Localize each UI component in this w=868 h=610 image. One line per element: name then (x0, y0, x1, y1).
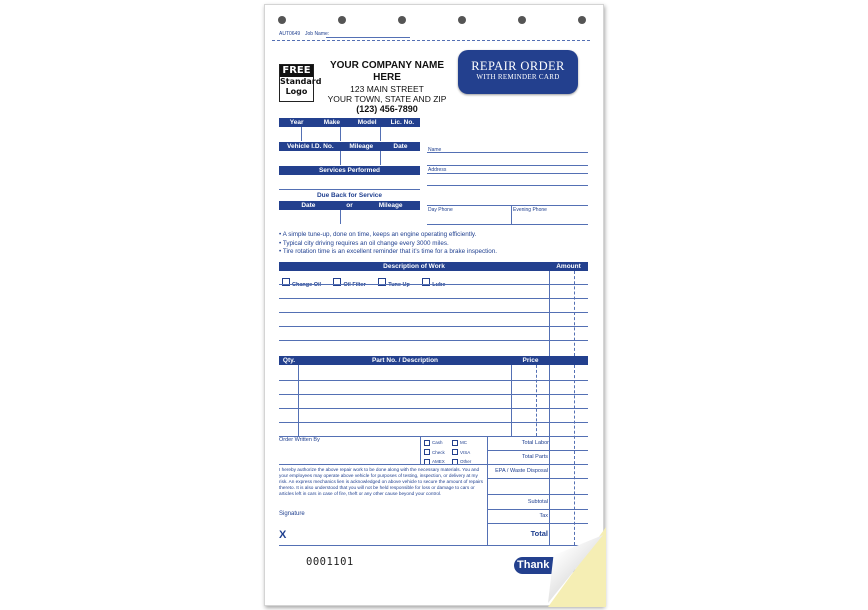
job-name-line (326, 37, 410, 38)
signature-x: X (279, 529, 287, 541)
grid-line (549, 365, 550, 545)
form-number: 0001101 (306, 556, 354, 568)
qty-label: Qty. (282, 357, 296, 364)
company-street: 123 MAIN STREET (350, 84, 424, 94)
check-checkbox[interactable] (424, 449, 430, 455)
other-label: Other (460, 459, 472, 464)
change-oil-label: Change Oil (292, 282, 322, 288)
total-labor-text: Total Labor (521, 440, 549, 446)
grid-line (279, 408, 588, 409)
grid-line (301, 127, 302, 141)
grid-line (279, 284, 588, 285)
grid-line (340, 210, 341, 224)
vehicle-header-row-2 (279, 142, 420, 151)
grid-line (487, 494, 588, 495)
epa-text: EPA / Waste Disposal (495, 468, 548, 474)
grid-line (380, 151, 381, 165)
name-label: Name (428, 147, 442, 153)
epa-label (488, 468, 548, 474)
services-performed-label: Services Performed (318, 167, 381, 174)
price-label: Price (522, 357, 539, 364)
services-performed-header (279, 166, 420, 175)
company-city: YOUR TOWN, STATE AND ZIP (327, 94, 447, 104)
grid-line (279, 436, 588, 437)
logo-line1: FREE (280, 65, 313, 77)
grid-line (511, 205, 512, 225)
due-date-col: Date (301, 202, 316, 209)
grid-line (279, 340, 588, 341)
amount-label: Amount (556, 263, 581, 270)
cash-checkbox[interactable] (424, 440, 430, 446)
col-mileage: Mileage (349, 143, 374, 150)
total-text: Total (530, 529, 548, 538)
grid-line (574, 365, 575, 545)
logo-line3: Logo (285, 87, 308, 96)
lube-label: Lube (432, 282, 446, 288)
grid-line (487, 464, 588, 465)
col-year: Year (289, 119, 304, 126)
total-labor-label (488, 440, 549, 446)
thanks-tab: Thank (514, 557, 576, 574)
grid-line (487, 478, 588, 479)
grid-line (279, 189, 420, 190)
parts-header-row (279, 356, 588, 365)
repair-order-badge (458, 50, 578, 94)
grid-line (279, 312, 588, 313)
due-back-label: Due Back for Service (316, 192, 383, 199)
grid-line (340, 151, 341, 165)
grid-line (340, 127, 341, 141)
punch-hole (398, 16, 406, 24)
work-header-row (279, 262, 588, 271)
grid-line (511, 365, 512, 436)
total-label (488, 529, 548, 538)
mc-label: MC (460, 440, 467, 445)
due-mileage-col: Mileage (378, 202, 403, 209)
company-name: YOUR COMPANY NAME HERE (329, 60, 445, 83)
grid-line (427, 165, 588, 166)
signature-label: Signature (279, 511, 305, 517)
tip-2: • Typical city driving requires an oil change every 3000 miles. (279, 239, 449, 247)
day-phone-label: Day Phone (428, 207, 453, 213)
tax-label (488, 513, 548, 519)
job-name-label: Job Name: (305, 31, 330, 37)
grid-line (279, 394, 588, 395)
mc-checkbox[interactable] (452, 440, 458, 446)
tax-text: Tax (539, 513, 548, 519)
logo-line2: Standard (280, 77, 322, 86)
tip-1: • A simple tune-up, done on time, keeps an engine operating efficiently. (279, 231, 477, 238)
visa-label: VISA (460, 449, 471, 455)
badge-subtitle: WITH REMINDER CARD (476, 73, 560, 81)
grid-line (279, 298, 588, 299)
col-vin: Vehicle I.D. No. (287, 143, 334, 150)
tune-up-label: Tune Up (388, 282, 410, 288)
subtotal-text: Subtotal (527, 499, 548, 505)
oil-filter-label: Oil Filter (343, 282, 366, 288)
grid-line (427, 152, 588, 153)
payment-options (424, 438, 486, 467)
grid-line (549, 271, 550, 356)
col-model: Model (357, 119, 377, 126)
total-parts-label (488, 454, 548, 460)
subtotal-label (488, 499, 548, 505)
grid-line (427, 185, 588, 186)
grid-line (427, 224, 588, 225)
description-of-work-label: Description of Work (383, 263, 445, 270)
col-make: Make (323, 119, 340, 126)
logo (279, 64, 322, 102)
cash-label: Cash (432, 440, 443, 445)
vehicle-header-row (279, 118, 420, 127)
grid-line (536, 365, 537, 436)
punch-hole (338, 16, 346, 24)
perforation-line (272, 40, 590, 41)
form-code: AUT0649 (279, 31, 301, 37)
punch-hole (278, 16, 286, 24)
punch-hole (518, 16, 526, 24)
grid-line (574, 271, 575, 356)
total-parts-text: Total Parts (522, 454, 548, 460)
grid-line (298, 365, 299, 436)
badge-title: REPAIR ORDER (471, 59, 565, 73)
punch-hole (458, 16, 466, 24)
grid-line (487, 523, 588, 524)
due-back-header (279, 201, 420, 210)
col-lic-no: Lic. No. (390, 119, 415, 126)
col-date: Date (393, 143, 408, 150)
evening-phone-label: Evening Phone (513, 207, 547, 213)
part-desc-label: Part No. / Description (371, 357, 439, 364)
grid-line (279, 464, 487, 465)
tips-block (279, 231, 497, 257)
company-block (319, 60, 455, 115)
grid-line (420, 436, 421, 464)
tip-3: • Tire rotation time is an excellent reminder that it’s time for a brake inspection. (279, 248, 498, 255)
address-label: Address (428, 167, 447, 173)
work-options (282, 273, 445, 291)
due-or: or (346, 202, 353, 209)
grid-line (279, 422, 588, 423)
grid-line (279, 326, 588, 327)
grid-line (279, 545, 588, 546)
check-label: Check (432, 449, 445, 455)
grid-line (427, 205, 588, 206)
punch-hole (578, 16, 586, 24)
grid-line (380, 127, 381, 141)
grid-line (279, 380, 588, 381)
authorization-text: I hereby authorize the above repair work to be done along with the necessary materials. You and your employees may operate above vehicle for purposes of testing, inspection, or delivery at my risk. An express mechanics lien is acknowledged on above vehicle to secure the amount of repairs thereto. It is also understood that you will not be held responsible for loss or damage to cars or articles left in cars in case of fire, theft or any other cause beyond your control. (279, 467, 484, 496)
grid-line (487, 509, 588, 510)
amex-label: AMEX (432, 459, 445, 464)
grid-line (487, 450, 588, 451)
order-written-by-label: Order Written By (279, 437, 320, 443)
grid-line (427, 173, 588, 174)
visa-checkbox[interactable] (452, 449, 458, 455)
company-phone: (123) 456-7890 (356, 104, 418, 114)
